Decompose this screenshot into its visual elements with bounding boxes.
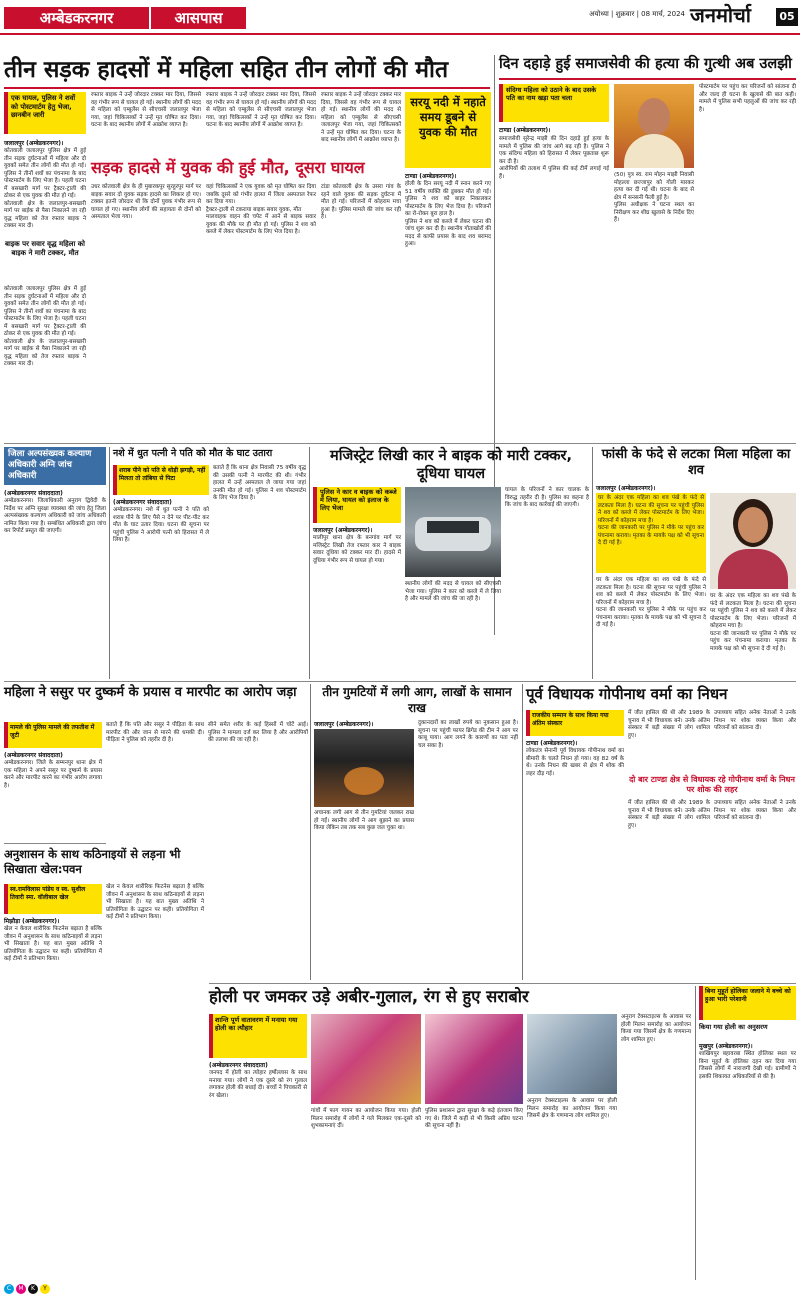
story3-headline: सरयू नदी में नहाते समय डूबने से युवक की मौत xyxy=(410,95,486,139)
fire-glow xyxy=(344,767,384,795)
story4-photo xyxy=(614,84,694,168)
story2-col3: टांडा कोतवाली क्षेत्र के उसरा गांव के रहने वाले युवक की सड़क दुर्घटना में मौत हो गई। परिजनों में कोहराम मचा हुआ है। पुलिस मामले की जांच कर रही है। xyxy=(321,184,403,220)
story8-headline: फांसी के फंदे से लटका मिला महिला का शव xyxy=(601,447,791,478)
story6-col1: अम्बेडकरनगर। नशे में धुत पत्नी ने पति को शराब पीने के लिए पैसे न देने पर पीट-पीट कर मौत के घाट उतार दिया। घटना की सूचना पर पहुंची पुलिस ने आरोपी पत्नी को हिरासत में ले लिया है। xyxy=(113,507,211,543)
story8-text3: घर के अंदर एक महिला का शव पंखे के फंदे से लटकता मिला है। घटना की सूचना पर पहुंची पुलिस ने शव को कब्जे में लेकर पोस्टमार्टम के लिए भेजा। परिजनों में कोहराम मचा है। घटना की जानकारी पर पुलिस ने मौके पर पहुंच कर पंचनामा कराया। मृतका के मायके पक्ष को भी सूचना दे दी गई है। xyxy=(710,593,796,652)
story10-photo xyxy=(314,729,414,807)
story2-col1: उधर कोतवाली क्षेत्र के ही मुबारकपुर सुरहुरपुर मार्ग पर बाइक सवार दो युवक सड़क हादसे का शिकार हो गए। टक्कर इतनी जोरदार थी कि दोनों युवक गंभीर रूप से घायल हो गए। स्थानीय लोगों की सहायता से दोनों को अस्पताल भेजा गया। xyxy=(91,184,203,220)
story14-dateline: मुखपुर (अम्बेडकरनगर)। xyxy=(699,1043,753,1050)
story4-sub xyxy=(499,84,609,122)
story8-dateline: जलालपुर (अम्बेडकरनगर)। xyxy=(596,485,656,492)
story1-sub2: बाइक पर सवार वृद्ध महिला को बाइक ने मारी टक्कर, मौत xyxy=(5,240,85,257)
story2-col2: वहां चिकित्सकों ने एक युवक को मृत घोषित कर दिया जबकि दूसरे को गंभीर हालत में जिला अस्पताल रेफर कर दिया गया। ट्रैक्टर-ट्राली से टकराया बाइक सवार युवक, मौत मालवाहक वाहन की चपेट में आने से बाइक सवार युवक की मौके पर ही मौत हो गई। पुलिस ने शव को कब्जे में लेकर पोस्टमार्टम के लिए भेज दिया है। xyxy=(206,184,316,235)
story6-sub-text: शराब पीने को पति से थोड़ी झगड़ी, नहीं मिलता तो तांबिया से पिटा xyxy=(119,467,206,482)
col-divider-c xyxy=(309,447,310,679)
story7-col1: मालीपुर थाना क्षेत्र के बनगांव मार्ग पर मजिस्ट्रेट लिखी तेज रफ्तार कार ने बाइक सवार दूधिया को टक्कर मार दी। हादसे में दूधिया गंभीर रूप से घायल हो गया। xyxy=(313,535,403,564)
story12-dateline: मिझौड़ा (अम्बेडकरनगर)। xyxy=(4,918,60,925)
story10-col2: दुकानदारों का लाखों रुपये का नुकसान हुआ है। सूचना पर पहुंची फायर ब्रिगेड की टीम ने आग पर काबू पाया। आग लगने के कारणों का पता नहीं चल सका है। xyxy=(418,720,520,749)
story12-rule-top xyxy=(4,843,106,844)
story1-rule xyxy=(4,87,490,89)
story11-sub2: दो बार टाण्डा क्षेत्र से विधायक रहे गोपीनाथ वर्मा के निधन पर शोक की लहर xyxy=(629,775,795,794)
story14-sub xyxy=(699,986,796,1020)
story13-sub xyxy=(209,1014,307,1058)
story4-col1: समाजसेवी सुरेन्द्र माझी की दिन दहाड़े हुई हत्या के मामले में पुलिस की जांच आगे बढ़ रही है। पुलिस ने एक संदिग्ध महिला को हिरासत में लेकर पूछताछ शुरू कर दी है। आरोपियों की तलाश में पुलिस की कई टीमें लगाई गई हैं। xyxy=(499,136,609,180)
story7-col3: घायल के परिजनों ने कार चालक के विरुद्ध तहरीर दी है। पुलिस का कहना है कि जांच के बाद कार्रवाई की जाएगी। xyxy=(505,487,591,508)
reg-mark-m: M xyxy=(16,1284,26,1294)
story13-headline: होली पर जमकर उड़े अबीर-गुलाल, रंग से हुए सराबोर xyxy=(209,987,529,1006)
story9-sub xyxy=(4,722,102,748)
story12-text2: खेल न केवल शारीरिक फिटनेस बढ़ाता है बल्कि जीवन में अनुशासन के साथ कठिनाइयों से लड़ना भी सिखाता है। यह बात मुख्य अतिथि ने प्रतियोगिता के उद्घाटन पर कही। प्रतियोगिता में कई टीमों ने प्रतिभाग किया। xyxy=(106,884,206,920)
story4-sub-text: संदिग्ध महिला को उठाने के बाद उसके पति का नाम खड़ा पता चला xyxy=(506,86,597,102)
story12-sub-text: स्व.रामविलास पांडेय व स्व. सुशील तिवारी स्मा. वॉलीबाल खेल xyxy=(10,886,86,901)
story1-col1b: कोतवाली जलालपुर पुलिस क्षेत्र में हुई तीन सड़क दुर्घटनाओं में महिला और दो युवकों समेत तीन लोगों की मौत हो गई। पुलिस ने तीनों शवों का पंचनामा के बाद पोस्टमार्टम के लिए भेजा है। पहली घटना में बसखारी मार्ग पर ट्रैक्टर-ट्राली की ठोकर से एक युवक की मौत हो गई। कोतवाली क्षेत्र के जलालपुर-बसखारी मार्ग पर बाईक से पैसा निकालने जा रही वृद्ध महिला को तेज रफ्तार बाइक ने टक्कर मार दी। xyxy=(4,286,86,367)
section-rule-3 xyxy=(209,983,796,984)
story7-caption xyxy=(313,487,401,523)
masthead-brand: जनमोर्चा xyxy=(690,3,751,27)
story8-text2: घर के अंदर एक महिला का शव पंखे के फंदे से लटकता मिला है। घटना की सूचना पर पहुंची पुलिस ने शव को कब्जे में लेकर पोस्टमार्टम के लिए भेजा। परिजनों में कोहराम मचा है। घटना की जानकारी पर पुलिस ने मौके पर पहुंच कर पंचनामा कराया। मृतका के मायके पक्ष को भी सूचना दे दी गई है। xyxy=(596,577,706,628)
masthead-section-box xyxy=(4,7,149,29)
story11-col3b: उपाध्याय सहित अनेक नेताओं ने उनके निधन पर शोक व्यक्त किया और परिजनों को सांत्वना दी। xyxy=(714,800,798,821)
story1-col4: रफ्तार बाइक ने उन्हें जोरदार टक्कर मार दिया, जिससे वह गंभीर रूप से घायल हो गई। स्थानीय लोगों की मदद से महिला को एम्बुलेंस से सीएचसी जलालपुर भेजा गया, जहां चिकित्सकों ने उन्हें मृत घोषित कर दिया। घटना के बाद स्थानीय लोगों में आक्रोश व्याप्त है। xyxy=(321,92,403,143)
story6-dateline: (अम्बेडकरनगर संवाददाता) xyxy=(113,499,172,506)
col-divider-b xyxy=(109,447,110,679)
masthead-section: अम्बेडकरनगर xyxy=(39,9,114,27)
story8-photo xyxy=(710,493,796,589)
story11-dateline: टाण्डा (अम्बेडकरनगर)। xyxy=(526,740,578,747)
story3-dateline: टाण्डा (अम्बेडकरनगर)। xyxy=(405,173,457,180)
story13-col3: पुलिस प्रशासन द्वारा सुरक्षा के कड़े इंतजाम किए गए थे। जिले में कहीं से भी किसी अप्रिय घटना की सूचना नहीं है। xyxy=(425,1108,525,1129)
story9-col2: बताते हैं कि पति और ससुर ने पीड़िता के साथ मारपीट की और जान से मारने की धमकी दी। पीड़िता ने पुलिस को तहरीर दी है। xyxy=(106,722,206,743)
story4-col2: (50) पुत्र स्व. राम मोहन माझी निवासी मोहल्ला छज्जापुर को गोली मारकर हत्या कर दी गई थी। घटना के बाद से क्षेत्र में सनसनी फैली हुई है। पुलिस अधीक्षक ने घटना स्थल का निरीक्षण कर शीघ्र खुलासे के निर्देश दिए हैं। xyxy=(614,172,694,223)
story11-col1: लोकतंत्र सेनानी पूर्व विधायक गोपीनाथ वर्मा का बीमारी के चलते निधन हो गया। वह 82 वर्ष के थे। उनके निधन की खबर से क्षेत्र में शोक की लहर दौड़ गई। xyxy=(526,748,626,777)
story8-text: घर के अंदर एक महिला का शव पंखे के फंदे से लटकता मिला है। घटना की सूचना पर पहुंची पुलिस ने शव को कब्जे में लेकर पोस्टमार्टम के लिए भेजा। परिजनों में कोहराम मचा है। घटना की जानकारी पर पुलिस ने मौके पर पहुंच कर पंचनामा कराया। मृतका के मायके पक्ष को भी सूचना दे दी गई है। xyxy=(598,495,704,546)
story13-col4: अनुराग टेक्सटाइल्स के आवास पर होली मिलन समारोह का आयोजन किया गया जिसमें क्षेत्र के गणमान्य लोग शामिल हुए। xyxy=(527,1098,619,1119)
masthead-subsection: आसपास xyxy=(174,9,223,27)
woman-body xyxy=(718,549,788,589)
story7-col2: स्थानीय लोगों की मदद से घायल को सीएचसी भेजा गया। पुलिस ने कार को कब्जे में ले लिया है और मामले की जांच की जा रही है। xyxy=(405,581,503,602)
story5-headline-box xyxy=(4,447,106,485)
story10-col1: अचानक लगी आग से तीन गुमटियां जलकर राख हो गईं। स्थानीय लोगों ने आग बुझाने का प्रयास किया लेकिन तब तक सब कुछ जल चुका था। xyxy=(314,810,416,831)
masthead-dateline: अयोध्या | शुक्रवार | 08 मार्च, 2024 xyxy=(589,10,685,18)
section-rule-2 xyxy=(4,681,796,682)
car-window xyxy=(427,521,479,533)
story9-headline: महिला ने ससुर पर दुष्कर्म के प्रयास व मारपीट का आरोप जड़ा xyxy=(4,685,297,700)
story10-dateline: जलालपुर (अम्बेडकरनगर)। xyxy=(314,721,374,728)
story11-col2: में जीत हासिल की थी और 1989 के चुनाव में भी विधायक बने। उनके अंतिम संस्कार में बड़ी संख्या में लोग शामिल हुए। xyxy=(628,710,712,739)
story13-col5: अनुराग टेक्सटाइल्स के आवास पर होली मिलन समारोह का आयोजन किया गया जिसमें क्षेत्र के गणमान्य लोग शामिल हुए। xyxy=(621,1014,693,1043)
story7-headline: मजिस्ट्रेट लिखी कार ने बाइक को मारी टक्कर, दूधिया घायल xyxy=(330,448,572,482)
story1-col3: रफ्तार बाइक ने उन्हें जोरदार टक्कर मार दिया, जिससे वह गंभीर रूप से घायल हो गई। स्थानीय लोगों की मदद से महिला को एम्बुलेंस से सीएचसी जलालपुर भेजा गया, जहां चिकित्सकों ने उन्हें मृत घोषित कर दिया। घटना के बाद स्थानीय लोगों में आक्रोश व्याप्त है। xyxy=(206,92,318,128)
story1-sub xyxy=(4,92,86,134)
section-rule-1 xyxy=(4,443,796,444)
col-divider-f xyxy=(522,684,523,980)
reg-mark-c: C xyxy=(4,1284,14,1294)
col-divider-g xyxy=(695,986,696,1280)
story13-col2: गांवों में फाग गायन का आयोजन किया गया। होली मिलन समारोह में लोगों ने गले मिलकर एक-दूसरे को शुभकामनाएं दीं। xyxy=(311,1108,423,1129)
story14-headline: किया गया होली का अनुसरण xyxy=(699,1023,768,1031)
story9-dateline: (अम्बेडकरनगर संवाददाता) xyxy=(4,752,63,759)
story3-headline-box xyxy=(405,92,491,168)
story5-dateline: (अम्बेडकरनगर संवाददाता) xyxy=(4,490,63,497)
story14-text: शाखियपुर बहावरबा स्थित होलिका स्थल पर बिना मुहूर्त के होलिका दहन कर दिया गया जिससे लोगों में नाराजगी देखी गई। ग्रामीणों ने इसकी शिकायत अधिकारियों से की है। xyxy=(699,1051,798,1080)
story7-caption-text: पुलिस ने कार व बाइक को कब्जे में लिया, घायल को इलाज के लिए भेजा xyxy=(320,488,397,512)
story1-sub-text: एक घायल, पुलिस ने शवों को पोस्टमार्टम हेतु भेजा, छानबीन जारी xyxy=(11,94,76,119)
story3-text: होली के दिन सरयू नदी में स्नान करने गए 51 वर्षीय व्यक्ति की डूबकर मौत हो गई। पुलिस ने शव को बाहर निकालकर पोस्टमार्टम के लिए भेज दिया है। परिजनों का रो-रोकर बुरा हाल है। पुलिस ने शव को कब्जे में लेकर घटना की जांच शुरू कर दी है। स्थानीय गोताखोरों की मदद से काफी प्रयास के बाद शव बरामद हुआ। xyxy=(405,181,491,247)
story1-dateline: जलालपुर (अम्बेडकरनगर)। xyxy=(4,140,64,147)
story4-col3: पोस्टमार्टम पर पहुंच कर परिजनों को सांत्वना दी और जल्द ही घटना के खुलासे की बात कही। मामले में पुलिस सभी पहलुओं की जांच कर रही है। xyxy=(699,84,798,113)
story4-rule xyxy=(499,78,796,80)
story9-col1: अम्बेडकरनगर। जिले के सम्मनपुर थाना क्षेत्र में एक महिला ने अपने ससुर पर दुष्कर्म के प्रयास करने और मारपीट करने का गंभीर आरोप लगाया है। xyxy=(4,760,104,789)
story12-headline: अनुशासन के साथ कठिनाइयों से लड़ना भी सिखाता खेल:पवन xyxy=(4,847,181,876)
story1-headline: तीन सड़क हादसों में महिला सहित तीन लोगों की मौत xyxy=(4,57,449,83)
woman-face xyxy=(738,507,768,543)
story6-headline: नशे में धुत पत्नी ने पति को मौत के घाट उतारा xyxy=(113,448,273,459)
story6-col2: बताते हैं कि थाना क्षेत्र निवासी 75 वर्षीय वृद्ध की उसकी पत्नी ने मारपीट की थी। गंभीर हालत में उन्हें अस्पताल ले जाया गया जहां उनकी मौत हो गई। पुलिस ने शव पोस्टमार्टम के लिए भेज दिया है। xyxy=(213,465,308,501)
story13-photo3 xyxy=(527,1014,617,1094)
story8-text-box xyxy=(596,493,706,573)
story12-sub xyxy=(4,884,102,914)
story1-col1: कोतवाली जलालपुर पुलिस क्षेत्र में हुई तीन सड़क दुर्घटनाओं में महिला और दो युवकों समेत तीन लोगों की मौत हो गई। पुलिस ने तीनों शवों का पंचनामा के बाद पोस्टमार्टम के लिए भेजा है। पहली घटना में बसखारी मार्ग पर ट्रैक्टर-ट्राली की ठोकर से एक युवक की मौत हो गई। कोतवाली क्षेत्र के जलालपुर-बसखारी मार्ग पर बाईक से पैसा निकालने जा रही वृद्ध महिला को तेज रफ्तार बाइक ने टक्कर मार दी। xyxy=(4,148,86,229)
story11-col3: उपाध्याय सहित अनेक नेताओं ने उनके निधन पर शोक व्यक्त किया और परिजनों को सांत्वना दी। xyxy=(714,710,798,731)
story12-text: खेल न केवल शारीरिक फिटनेस बढ़ाता है बल्कि जीवन में अनुशासन के साथ कठिनाइयों से लड़ना भी सिखाता है। यह बात मुख्य अतिथि ने प्रतियोगिता के उद्घाटन पर कही। प्रतियोगिता में कई टीमों ने प्रतिभाग किया। xyxy=(4,926,104,962)
masthead-subsection-box xyxy=(151,7,246,29)
story1-col2: रफ्तार बाइक ने उन्हें जोरदार टक्कर मार दिया, जिससे वह गंभीर रूप से घायल हो गई। स्थानीय लोगों की मदद से महिला को एम्बुलेंस से सीएचसी जलालपुर भेजा गया, जहां चिकित्सकों ने उन्हें मृत घोषित कर दिया। घटना के बाद स्थानीय लोगों में आक्रोश व्याप्त है। xyxy=(91,92,203,128)
story5-text: अम्बेडकरनगर। जिलाधिकारी अनुराग द्विवेदी के निर्देश पर अग्नि सुरक्षा व्यवस्था की जांच हेतु जिला अल्पसंख्यक कल्याण अधिकारी को जांच अधिकारी नामित किया गया है। सम्बंधित अधिकारी द्वारा जांच कर रिपोर्ट प्रस्तुत की जाएगी। xyxy=(4,498,108,534)
footer-bar xyxy=(0,1283,800,1295)
story13-sub-text: शान्ति पूर्ण वातावरण में मनाया गया होली का त्यौहार xyxy=(215,1016,298,1032)
col-divider-d xyxy=(592,447,593,679)
story13-photo1 xyxy=(311,1014,421,1104)
story9-col3: सीने समेत शरीर के कई हिस्सों में चोटें आई। पुलिस ने मामला दर्ज कर लिया है और आरोपियों की तलाश की जा रही है। xyxy=(208,722,310,743)
portrait-face xyxy=(638,98,670,136)
story9-sub-text: मामले की पुलिस मामले की तफतीश में जुटी xyxy=(10,724,95,739)
story14-sub-text: बिना मुहूर्त होलिका जलाने मे बच्चे को हुआ भारी परेशानी xyxy=(705,988,791,1003)
story11-sub-text: राजकीय सम्मान के साथ किया गया अंतिम संस्कार xyxy=(532,712,609,727)
col-divider-e xyxy=(310,684,311,980)
story4-dateline: टाण्डा (अम्बेडकरनगर)। xyxy=(499,127,551,134)
story5-headline: जिला अल्पसंख्यक कल्याण अधिकारी अग्नि जांच अधिकारी xyxy=(8,449,92,481)
story13-photo2 xyxy=(425,1014,523,1104)
story6-sub xyxy=(113,465,209,495)
story11-sub xyxy=(526,710,624,736)
story13-dateline: (अम्बेडकरनगर संवाददाता) xyxy=(209,1062,268,1069)
masthead-page-no: 05 xyxy=(776,8,798,26)
portrait-body xyxy=(624,134,684,168)
story11-headline: पूर्व विधायक गोपीनाथ वर्मा का निधन xyxy=(526,685,728,703)
reg-mark-k: K xyxy=(28,1284,38,1294)
masthead-rule xyxy=(0,33,800,35)
reg-mark-y: Y xyxy=(40,1284,50,1294)
story7-photo xyxy=(405,487,501,577)
story13-col1: जनपद में होली का त्योहार हर्षोल्लास के साथ मनाया गया। लोगों ने एक दूसरे को रंग गुलाल लगाकर होली की बधाई दी। बच्चों ने पिचकारी से रंग खेला। xyxy=(209,1070,309,1099)
masthead xyxy=(0,0,800,52)
story10-headline: तीन गुमटियों में लगी आग, लाखों के सामान राख xyxy=(322,685,512,715)
story7-dateline: जलालपुर (अम्बेडकरनगर)। xyxy=(313,527,373,534)
story4-headline: दिन दहाड़े हुई समाजसेवी की हत्या की गुत्थी अब उलझी xyxy=(499,56,792,72)
story2-headline: सड़क हादसे में युवक की हुई मौत, दूसरा घायल xyxy=(91,158,365,177)
story11-col2b: में जीत हासिल की थी और 1989 के चुनाव में भी विधायक बने। उनके अंतिम संस्कार में बड़ी संख्या में लोग शामिल हुए। xyxy=(628,800,712,829)
